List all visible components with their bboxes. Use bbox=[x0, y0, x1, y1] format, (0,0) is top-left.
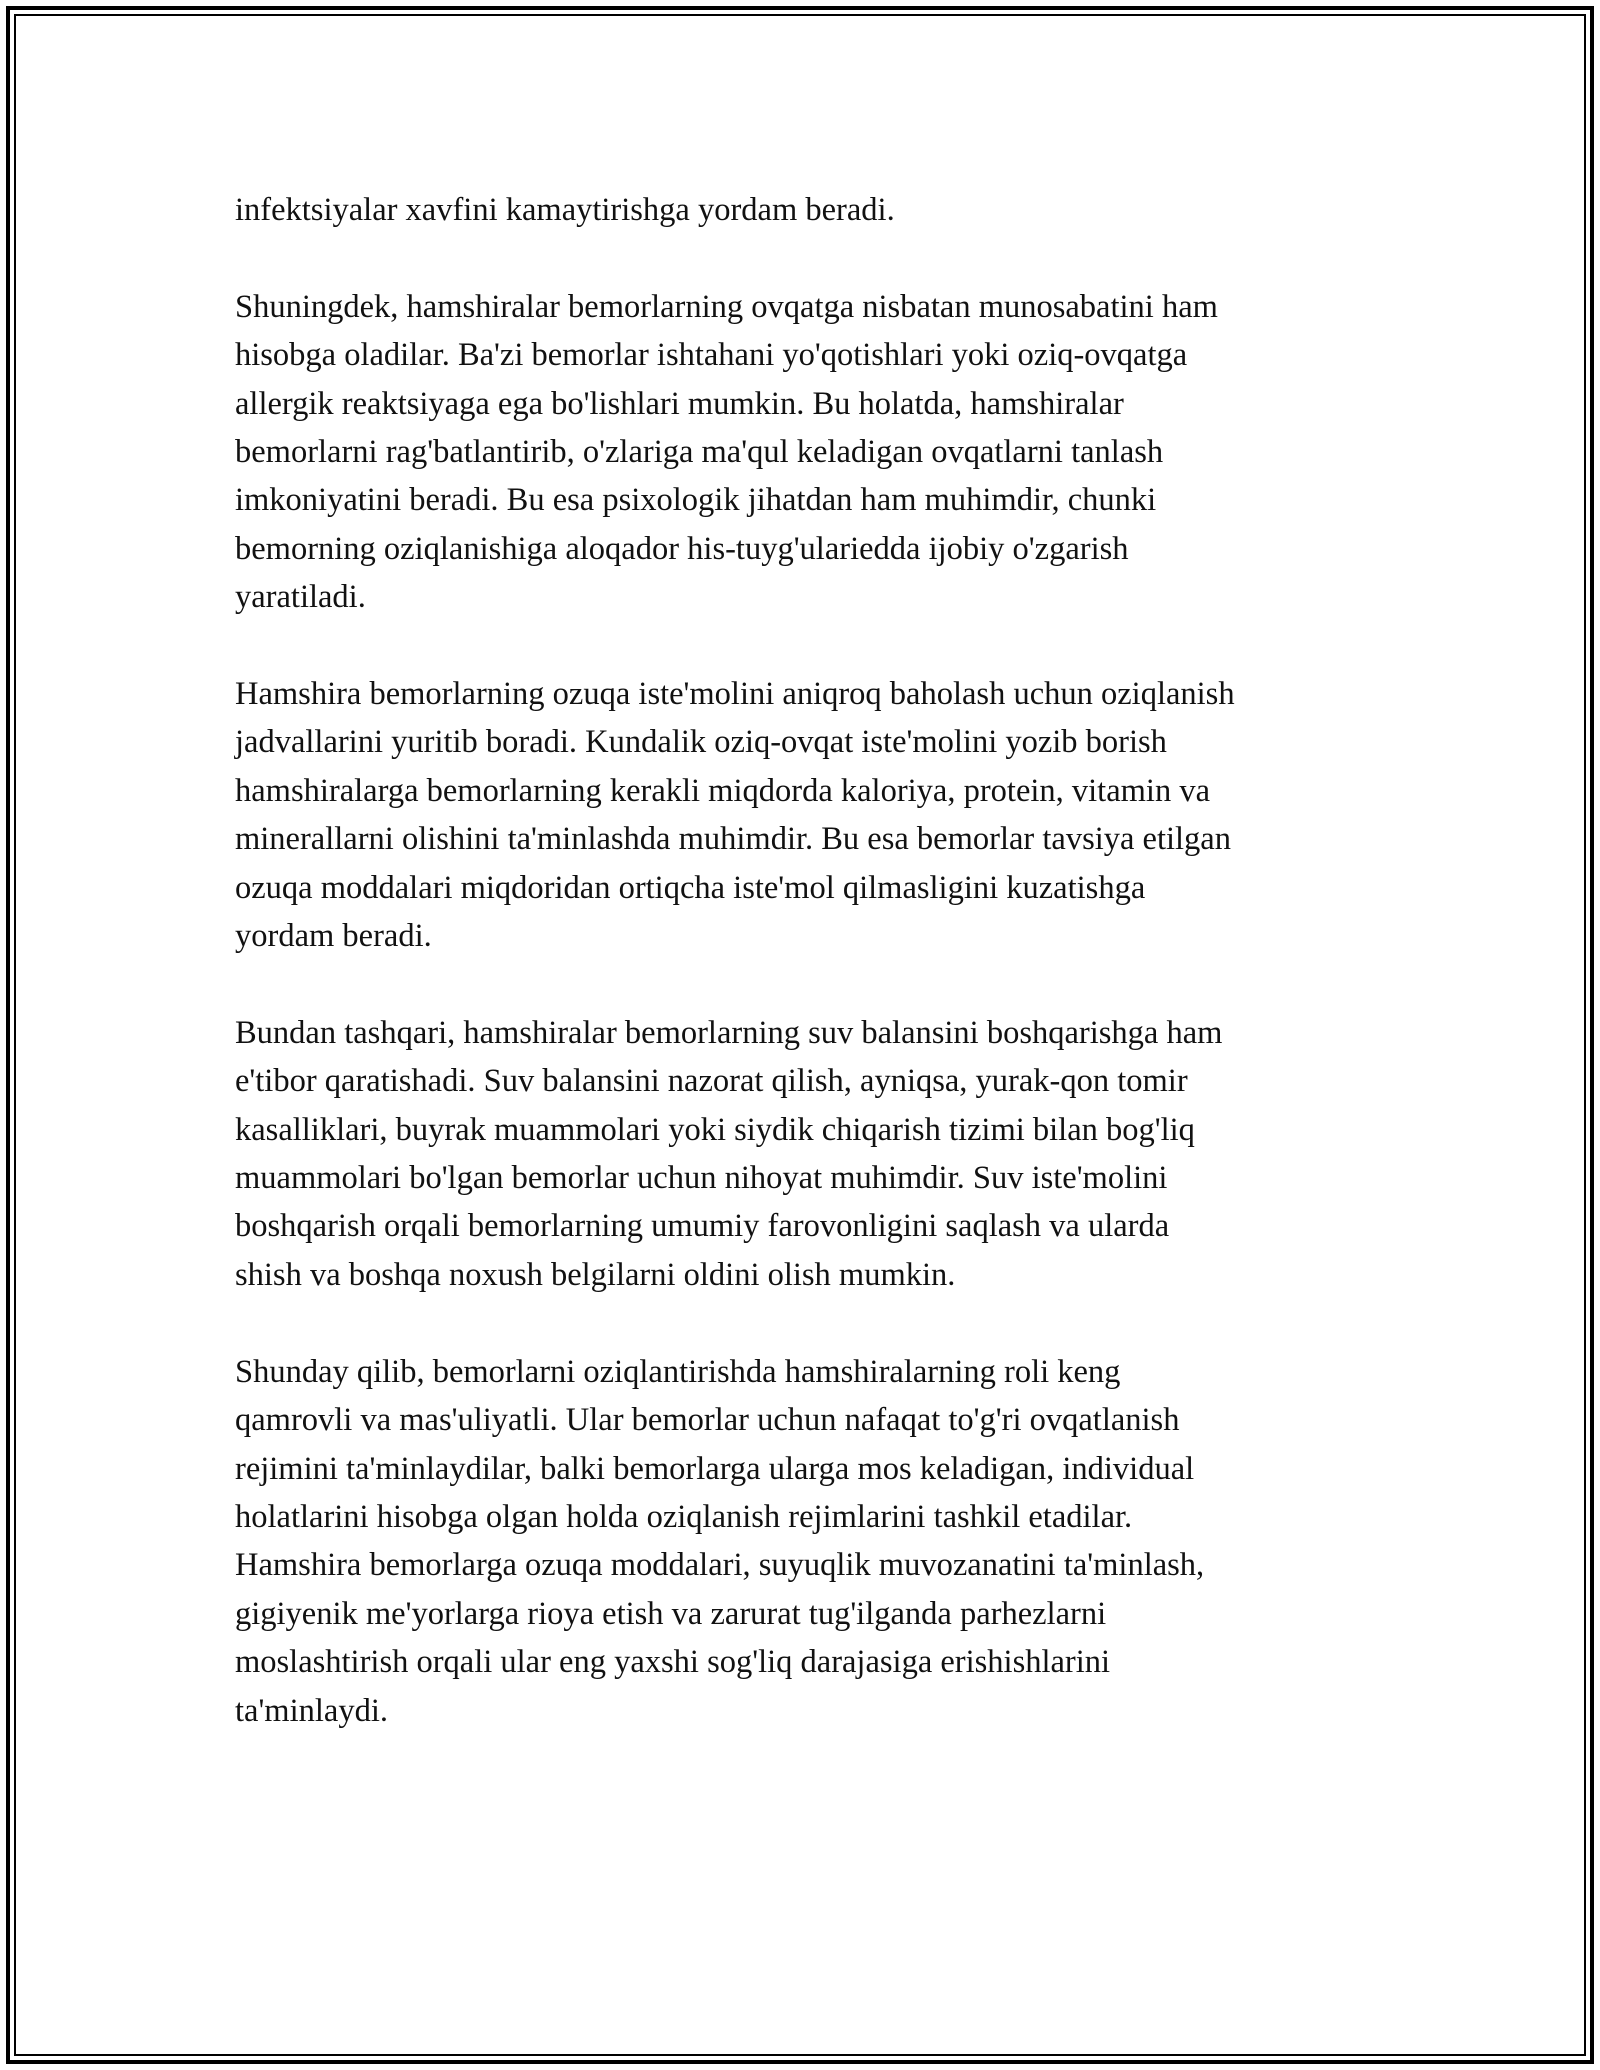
text-line: qamrovli va mas'uliyatli. Ular bemorlar uchun nafaqat to'g'ri ovqatlanish bbox=[235, 1402, 1180, 1439]
document-body bbox=[235, 186, 1375, 1783]
text-line: muammolari bo'lgan bemorlar uchun nihoyat muhimdir. Suv iste'molini bbox=[235, 1160, 1168, 1197]
text-line: Hamshira bemorlarga ozuqa moddalari, suyuqlik muvozanatini ta'minlash, bbox=[235, 1547, 1205, 1584]
text-line: shish va boshqa noxush belgilarni oldini olish mumkin. bbox=[235, 1256, 956, 1293]
text-line: holatlarini hisobga olgan holda oziqlanish rejimlarini tashkil etadilar. bbox=[235, 1498, 1133, 1535]
paragraph-4 bbox=[235, 1009, 1375, 1299]
text-line: imkoniyatini beradi. Bu esa psixologik jihatdan ham muhimdir, chunki bbox=[235, 482, 1157, 519]
text-line: jadvallarini yuritib boradi. Kundalik oziq-ovqat iste'molini yozib borish bbox=[235, 724, 1167, 761]
text-line: kasalliklari, buyrak muammolari yoki siydik chiqarish tizimi bilan bog'liq bbox=[235, 1111, 1195, 1148]
text-line: bemorlarni rag'batlantirib, o'zlariga ma'qul keladigan ovqatlarni tanlash bbox=[235, 434, 1164, 471]
text-line: Hamshira bemorlarning ozuqa iste'molini aniqroq baholash uchun oziqlanish bbox=[235, 676, 1235, 713]
text-line: hamshiralarga bemorlarning kerakli miqdorda kaloriya, protein, vitamin va bbox=[235, 772, 1210, 809]
text-line: ozuqa moddalari miqdoridan ortiqcha iste'mol qilmasligini kuzatishga bbox=[235, 869, 1146, 906]
paragraph-2 bbox=[235, 283, 1375, 622]
text-line: Shunday qilib, bemorlarni oziqlantirishda hamshiralarning roli keng bbox=[235, 1353, 1121, 1390]
text-line: boshqarish orqali bemorlarning umumiy farovonligini saqlash va ularda bbox=[235, 1208, 1170, 1245]
text-line: yaratiladi. bbox=[235, 579, 366, 616]
text-line: minerallarni olishini ta'minlashda muhimdir. Bu esa bemorlar tavsiya etilgan bbox=[235, 821, 1231, 858]
paragraph-1 bbox=[235, 186, 1375, 234]
text-line: allergik reaktsiyaga ega bo'lishlari mumkin. Bu holatda, hamshiralar bbox=[235, 385, 1124, 422]
text-line: Shuningdek, hamshiralar bemorlarning ovqatga nisbatan munosabatini ham bbox=[235, 288, 1218, 325]
text-line: infektsiyalar xavfini kamaytirishga yordam beradi. bbox=[235, 192, 895, 228]
text-line: e'tibor qaratishadi. Suv balansini nazorat qilish, ayniqsa, yurak-qon tomir bbox=[235, 1063, 1188, 1100]
text-line: rejimini ta'minlaydilar, balki bemorlarga ularga mos keladigan, individual bbox=[235, 1450, 1195, 1487]
paragraph-5 bbox=[235, 1348, 1375, 1735]
text-line: hisobga oladilar. Ba'zi bemorlar ishtahani yo'qotishlari yoki oziq-ovqatga bbox=[235, 337, 1188, 374]
text-line: gigiyenik me'yorlarga rioya etish va zarurat tug'ilganda parhezlarni bbox=[235, 1595, 1107, 1632]
text-line: yordam beradi. bbox=[235, 918, 432, 955]
paragraph-3 bbox=[235, 670, 1375, 960]
text-line: Bundan tashqari, hamshiralar bemorlarning suv balansini boshqarishga ham bbox=[235, 1014, 1223, 1051]
text-line: ta'minlaydi. bbox=[235, 1692, 388, 1729]
text-line: bemorning oziqlanishiga aloqador his-tuyg'ulariedda ijobiy o'zgarish bbox=[235, 530, 1129, 567]
text-line: moslashtirish orqali ular eng yaxshi sog'liq darajasiga erishishlarini bbox=[235, 1644, 1111, 1681]
